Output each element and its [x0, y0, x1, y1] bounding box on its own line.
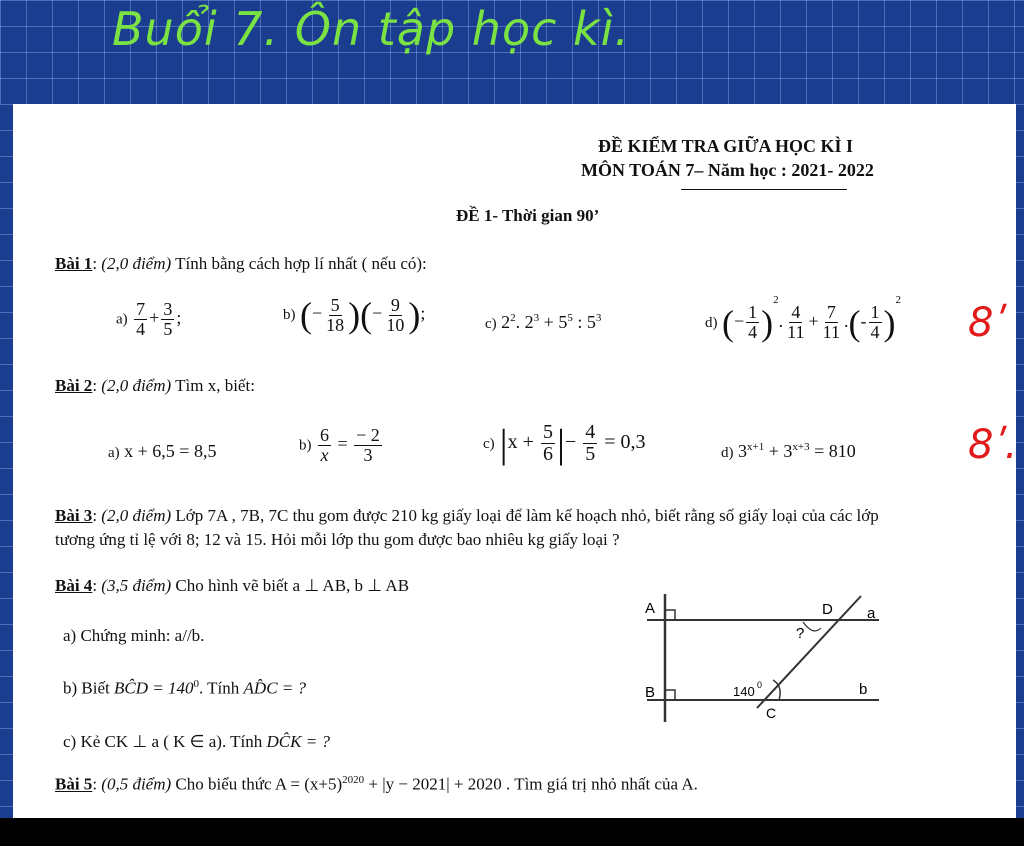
bai1-label: Bài 1 [55, 254, 93, 273]
bai2-d: d) $3^{x+1} + 3^{x+3} = 810$ [721, 441, 856, 461]
bai1-handwritten-mark: 8ʹ [968, 300, 1005, 346]
board-background [0, 0, 1024, 104]
bai2-handwritten-mark: 8ʹ. [968, 422, 1018, 468]
right-angle-b [665, 690, 675, 700]
bai4-figure [623, 592, 893, 727]
bai5-points: (0,5 điểm) [101, 774, 172, 794]
bai5-line: Bài 5: (0,5 điểm) Cho biểu thức $A = (x+5)^{2020} + |y - 2021| + 2020$ . Tìm giá trị nhỏ nhất của A. [55, 774, 698, 794]
line-a-label: a [867, 605, 876, 622]
bai4-b: b) Biết BĈD = $140^0$. Tính AD̂C = ? [63, 678, 307, 698]
right-angle-a [665, 610, 675, 620]
bai4-c: c) Kẻ CK ⊥ a ( K ∈ a). Tính DĈK = ? [63, 732, 330, 751]
unknown-angle-label: ? [796, 625, 805, 642]
bai1-heading: Bài 1: (2,0 điểm) Tính bằng cách hợp lí nhất ( nếu có): [55, 254, 427, 273]
bai1-points: (2,0 điểm) [101, 254, 172, 273]
bai1-b: b) (− $\frac{5}{18}$ )(− $\frac{9}{10}$ ); [283, 294, 426, 335]
exam-title: ĐỀ KIỂM TRA GIỮA HỌC KÌ I [598, 136, 854, 156]
exam-duration: ĐỀ 1- Thời gian 90’ [456, 206, 600, 225]
bai4-points: (3,5 điểm) [101, 576, 172, 595]
bai2-prompt: Tìm x, biết: [175, 376, 255, 395]
transversal-cd [757, 596, 861, 708]
angle-arc-d [803, 622, 821, 631]
bai4-heading: Bài 4: (3,5 điểm) Cho hình vẽ biết a ⊥ AB, b ⊥ AB [55, 576, 410, 595]
bottom-black-bar [0, 818, 1024, 846]
header-underline [681, 189, 847, 190]
svg-text:0: 0 [757, 680, 763, 690]
bai1-a: a) $\frac{7}{4}$ + $\frac{3}{5}$ ; [116, 299, 182, 339]
bai3-line1: Bài 3: (2,0 điểm) Lớp 7A , 7B, 7C thu gom được 210 kg giấy loại để làm kế hoạch nhỏ, biết rằng số giấy loại của các lớp [55, 506, 879, 525]
bai3-points: (2,0 điểm) [101, 506, 172, 525]
bai4-a: a) Chứng minh: a//b. [63, 626, 205, 645]
bai1-c: c) $2^2$. $2^3 + 5^5$ : $5^3$ [485, 312, 602, 332]
bai3-line2: tương ứng tỉ lệ với 8; 12 và 15. Hỏi mỗi lớp thu gom được bao nhiêu kg giấy loại ? [55, 530, 620, 549]
bai3-label: Bài 3 [55, 506, 93, 525]
point-a-label: A [645, 600, 656, 617]
handwritten-title: Buổi 7. Ôn tập học kì. [112, 2, 631, 56]
bai2-points: (2,0 điểm) [101, 376, 172, 395]
bai4-label: Bài 4 [55, 576, 93, 595]
bai2-b: b) $\frac{6}{x}$ = $\frac{- 2}{3}$ [299, 425, 380, 465]
line-b-label: b [859, 681, 868, 698]
bai4-prompt: Cho hình vẽ biết a ⊥ AB, b ⊥ AB [175, 576, 410, 595]
point-b-label: B [645, 684, 656, 701]
angle-140-label: 140 [733, 684, 755, 699]
bai2-label: Bài 2 [55, 376, 93, 395]
bai1-prompt: Tính bằng cách hợp lí nhất ( nếu có): [175, 254, 427, 273]
bai2-heading: Bài 2: (2,0 điểm) Tìm x, biết: [55, 376, 255, 395]
exam-subject: MÔN TOÁN 7– Năm học : 2021- 2022 [581, 160, 874, 180]
exam-paper [13, 104, 1016, 818]
point-d-label: D [822, 601, 833, 618]
bai2-a: a) x + 6,5 = 8,5 [108, 441, 217, 461]
bai1-d: d) (− $\frac{1}{4}$ )$^2$. $\frac{4}{11}$ + $\frac{7}{11}$ .(- $\frac{1}{4}$ )$^2$ [705, 294, 901, 343]
point-c-label: C [766, 705, 777, 721]
board-rail-left [0, 104, 13, 818]
bai2-c: c) |x + $\frac{5}{6}$ |− $\frac{4}{5}$ = 0,3 [483, 421, 646, 466]
bai5-label: Bài 5 [55, 774, 93, 794]
